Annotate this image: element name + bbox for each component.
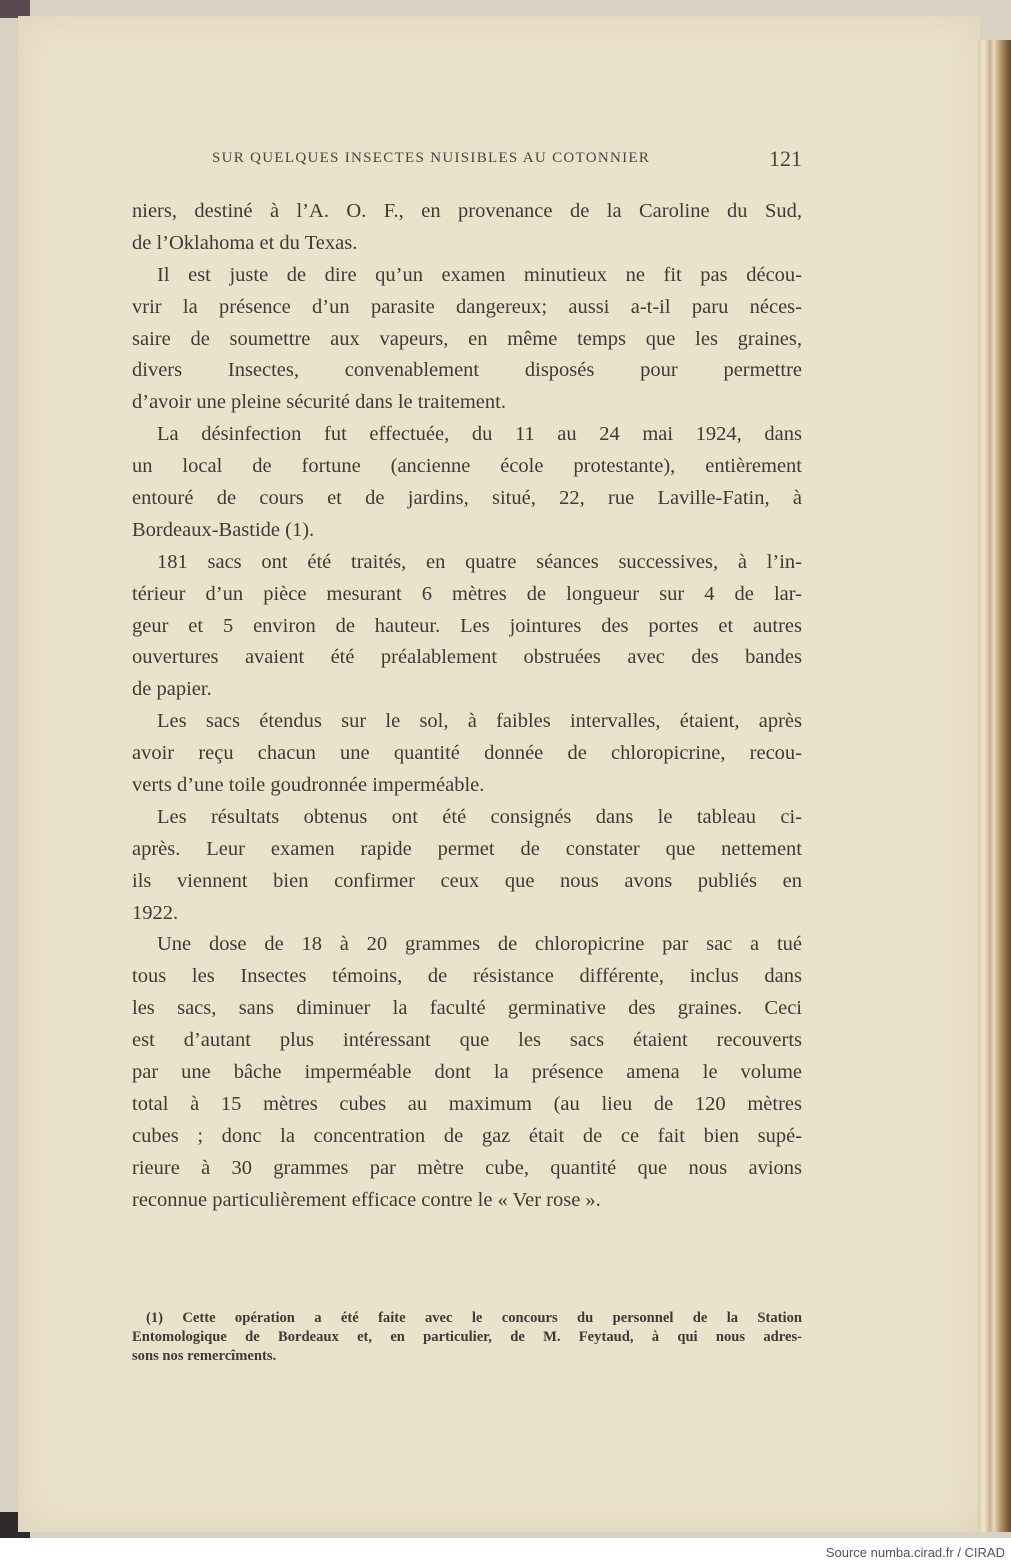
text-line: de papier.	[132, 678, 212, 701]
text-line: niers, destiné à l’A. O. F., en provenance de la Caroline du Sud,	[132, 200, 802, 222]
footnote-line: sons nos remercîments.	[132, 1348, 277, 1365]
text-line: saire de soumettre aux vapeurs, en même temps que les graines,	[132, 327, 802, 350]
running-header	[212, 146, 802, 172]
text-line: geur et 5 environ de hauteur. Les jointures des portes et autres	[132, 614, 802, 637]
text-line: Il est juste de dire qu’un examen minutieux ne fit pas décou-	[157, 263, 802, 286]
text-line: est d’autant plus intéressant que les sacs étaient recouverts	[132, 1029, 802, 1052]
text-line: vrir la présence d’un parasite dangereux; aussi a-t-il paru néces-	[132, 295, 802, 318]
text-line: reconnue particulièrement efficace contre le « Ver rose ».	[132, 1188, 601, 1211]
running-title: SUR QUELQUES INSECTES NUISIBLES AU COTONNIER	[212, 150, 651, 166]
text-line: 181 sacs ont été traités, en quatre séances successives, à l’in-	[157, 550, 802, 573]
footnote-line: Entomologique de Bordeaux et, en particulier, de M. Feytaud, à qui nous adres-	[132, 1329, 802, 1346]
text-line: tous les Insectes témoins, de résistance différente, inclus dans	[132, 965, 802, 988]
text-line: divers Insectes, convenablement disposés pour permettre	[132, 359, 802, 382]
text-line: entouré de cours et de jardins, situé, 22, rue Laville-Fatin, à	[132, 487, 802, 510]
text-line: verts d’une toile goudronnée imperméable.	[132, 774, 485, 797]
text-line: de l’Oklahoma et du Texas.	[132, 231, 358, 254]
text-line: ils viennent bien confirmer ceux que nous avons publiés en	[132, 869, 802, 892]
text-line: Les sacs étendus sur le sol, à faibles intervalles, étaient, après	[157, 710, 802, 733]
text-line: térieur d’un pièce mesurant 6 mètres de longueur sur 4 de lar-	[132, 582, 802, 605]
text-line: 1922.	[132, 901, 179, 924]
text-line: avoir reçu chacun une quantité donnée de chloropicrine, recou-	[132, 742, 802, 765]
footnote-line: (1) Cette opération a été faite avec le concours du personnel de la Station	[146, 1310, 802, 1326]
text-line: par une bâche imperméable dont la présence amena le volume	[132, 1061, 802, 1084]
text-line: Bordeaux-Bastide (1).	[132, 518, 315, 541]
text-line: total à 15 mètres cubes au maximum (au lieu de 120 mètres	[132, 1092, 802, 1115]
text-line: Une dose de 18 à 20 grammes de chloropicrine par sac a tué	[157, 933, 802, 956]
source-credit: Source numba.cirad.fr / CIRAD	[825, 1545, 1005, 1560]
text-line: les sacs, sans diminuer la faculté germinative des graines. Ceci	[132, 997, 802, 1020]
text-line: cubes ; donc la concentration de gaz était de ce fait bien supé-	[132, 1124, 802, 1147]
text-line: ouvertures avaient été préalablement obstruées avec des bandes	[132, 646, 802, 669]
footnote	[132, 1309, 802, 1367]
body-text	[132, 196, 802, 1217]
text-line: d’avoir une pleine sécurité dans le traitement.	[132, 391, 506, 414]
text-line: rieure à 30 grammes par mètre cube, quantité que nous avions	[132, 1156, 802, 1179]
page-number: 121	[769, 146, 802, 171]
text-line: après. Leur examen rapide permet de constater que nettement	[132, 837, 802, 860]
text-line: Les résultats obtenus ont été consignés dans le tableau ci-	[157, 805, 802, 828]
book-page-edges	[978, 40, 1011, 1532]
text-line: La désinfection fut effectuée, du 11 au 24 mai 1924, dans	[157, 423, 802, 446]
text-line: un local de fortune (ancienne école protestante), entièrement	[132, 455, 802, 478]
